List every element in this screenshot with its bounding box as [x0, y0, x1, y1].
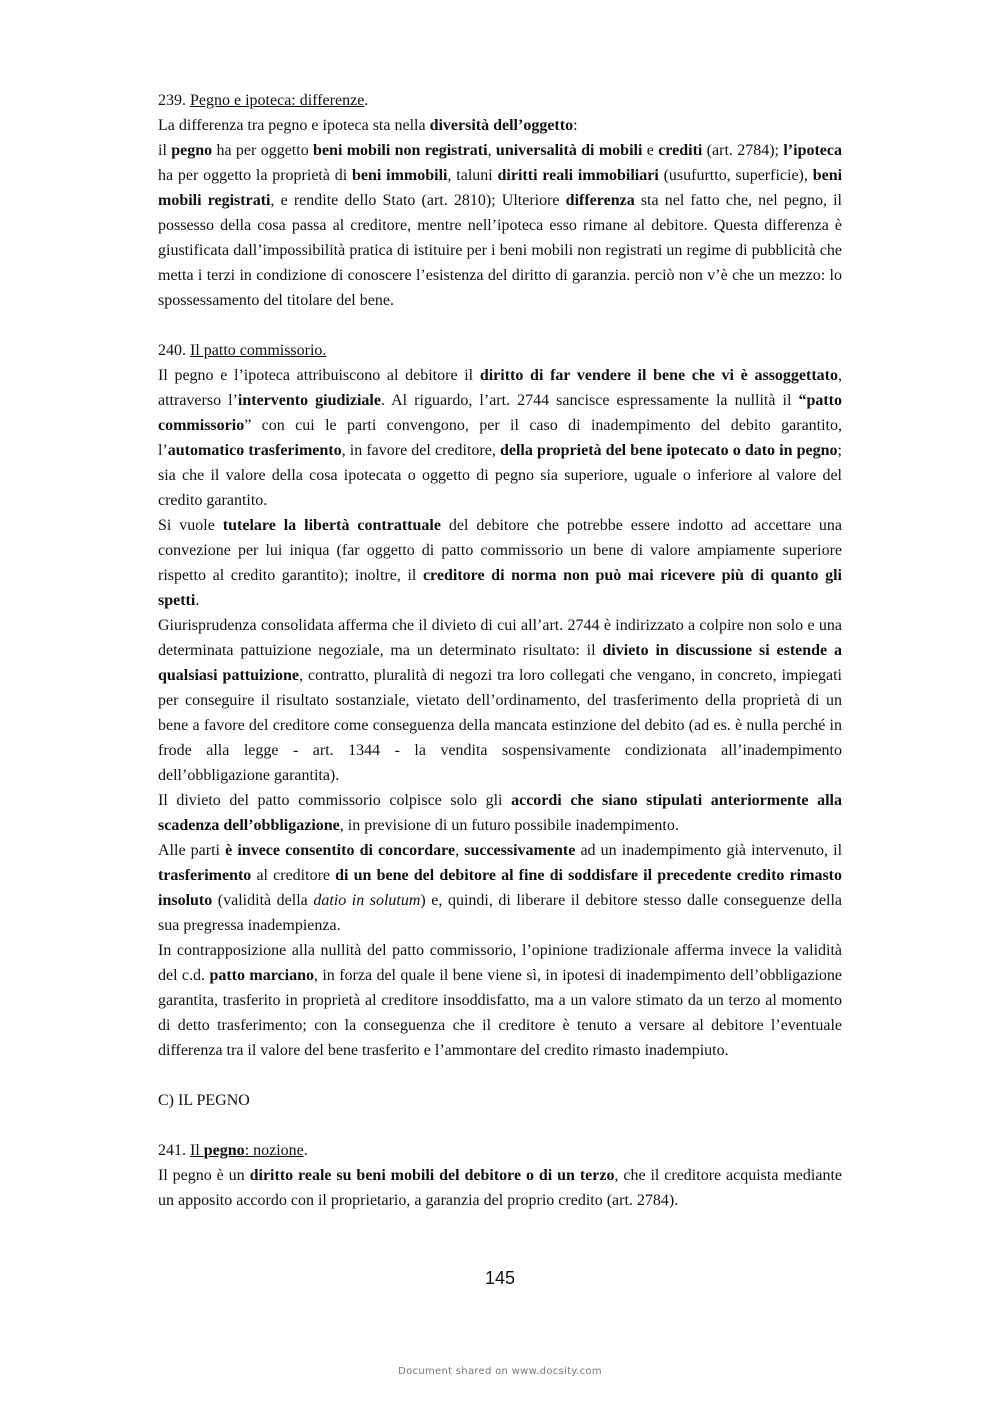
text-run: (art. 2784);: [702, 142, 784, 159]
text-run: , in forza del quale il bene viene sì, in ipotesi di inadempimento dell’obbligazione garantita, trasferito in proprietà al creditore insoddisfatto, ma a un valore stimato da un terzo al momento di detto trasferimento; con la conseguenza che il creditore è tenuto a versare al debitore l’eventuale differenza tra il valore del bene trasferito e l’ammontare del credito rimasto inadempiuto.: [158, 967, 842, 1059]
bold-text: di un bene del debitore al fine di soddisfare il precedente credito rimasto insoluto: [158, 867, 842, 909]
text-run: (validità della: [212, 892, 314, 909]
text-run: ) e, quindi, di liberare il debitore stesso dalle conseguenze della sua pregressa inadempienza.: [158, 892, 843, 934]
bold-text: creditore di norma non può mai ricevere più di quanto gli spetti: [158, 567, 843, 609]
section-title: Il patto commissorio.: [190, 342, 327, 359]
bold-text: è invece consentito di concordare: [225, 842, 456, 859]
section-number: 241.: [158, 1142, 190, 1159]
text-run: il: [158, 142, 172, 159]
section-number: 239.: [158, 92, 190, 109]
bold-text: diritto di far vendere il bene che vi è assoggettato: [479, 367, 839, 384]
section-number: 240.: [158, 342, 190, 359]
text-run: .: [195, 592, 200, 609]
bold-text: accordi che siano stipulati anteriormente alla scadenza dell’obbligazione: [158, 792, 842, 834]
heading-punct: .: [364, 92, 369, 109]
bold-text: crediti: [658, 142, 703, 159]
section-title: Pegno e ipoteca: differenze: [190, 92, 365, 109]
bold-text: diritti reali immobiliari: [497, 167, 659, 184]
text-run: ha per oggetto: [212, 142, 314, 159]
section-241-heading: [158, 1138, 842, 1163]
bold-text: differenza: [565, 192, 635, 209]
text-run: al creditore: [251, 867, 336, 884]
text-run: e: [642, 142, 659, 159]
text-run: ” con cui le parti convengono, per il caso di inadempimento del debito garantito, l’: [158, 417, 842, 459]
text-run: , in previsione di un futuro possibile inadempimento.: [339, 817, 679, 834]
text-run: , in favore del creditore,: [341, 442, 500, 459]
section-title-part: Il: [190, 1142, 204, 1159]
bold-text: universalità di mobili: [495, 142, 643, 159]
text-run: . Al riguardo, l’art. 2744 sancisce espressamente la nullità il: [380, 392, 799, 409]
text-run: :: [573, 117, 578, 134]
text-run: Alle parti: [158, 842, 226, 859]
paragraph: [158, 938, 842, 1063]
italic-text: datio in solutum: [313, 892, 421, 909]
heading-punct: .: [303, 1142, 308, 1159]
bold-text: beni mobili registrati: [158, 167, 843, 209]
text-run: Si vuole: [158, 517, 223, 534]
bold-text: beni mobili non registrati: [313, 142, 488, 159]
bold-text: diversità dell’oggetto: [429, 117, 574, 134]
text-run: , taluni: [447, 167, 498, 184]
text-run: sta nel fatto che, nel pegno, il possesso della cosa passa al creditore, mentre nell’ipoteca esso rimane al debitore. Questa differenza è giustificata dall’impossibilità pratica di istituire per i beni mobili non registrati un regime di pubblicità che metta i terzi in condizione di conoscere l’esistenza del diritto di garanzia. perciò non v’è che un mezzo: lo spossessamento del titolare del bene.: [158, 192, 842, 309]
bold-text: trasferimento: [158, 867, 252, 884]
paragraph: [158, 788, 842, 838]
text-run: , attraverso l’: [158, 367, 843, 409]
section-title-part: : nozione: [244, 1142, 304, 1159]
text-run: In contrapposizione alla nullità del patto commissorio, l’opinione tradizionale afferma invece la validità del c.d.: [158, 942, 842, 984]
text-run: Il pegno e l’ipoteca attribuiscono al debitore il: [158, 367, 480, 384]
page-number: 145: [484, 1268, 516, 1288]
spacer: [158, 1113, 842, 1138]
document-page: [158, 88, 842, 1213]
text-run: (usufurtto, superficie),: [658, 167, 813, 184]
bold-text: successivamente: [464, 842, 576, 859]
section-title-bold: pegno: [203, 1142, 245, 1159]
text-run: Il divieto del patto commissorio colpisce solo gli: [158, 792, 512, 809]
paragraph: [158, 1163, 842, 1213]
bold-text: diritto reale su beni mobili del debitore o di un terzo: [249, 1167, 615, 1184]
spacer: [158, 1063, 842, 1088]
text-run: ad un inadempimento già intervenuto, il: [575, 842, 843, 859]
bold-text: beni immobili: [352, 167, 448, 184]
spacer: [158, 313, 842, 338]
bold-text: tutelare la libertà contrattuale: [222, 517, 441, 534]
bold-text: pegno: [171, 142, 213, 159]
paragraph: [158, 613, 842, 788]
text-run: , contratto, pluralità di negozi tra loro collegati che vengano, in concreto, impiegati per conseguire il risultato sostanziale, vietato dell’ordinamento, del trasferimento della proprietà di un bene a favore del creditore come conseguenza della mancata estinzione del debito (ad es. è nulla perché in frode alla legge - art. 1344 - la vendita sospensivamente condizionata all’inadempimento dell’obbligazione garantita).: [158, 667, 842, 784]
paragraph: [158, 838, 842, 938]
bold-text: automatico trasferimento: [167, 442, 342, 459]
text-run: ; sia che il valore della cosa ipotecata o oggetto di pegno sia superiore, uguale o inferiore al valore del credito garantito.: [158, 442, 842, 509]
bold-text: patto marciano: [209, 967, 314, 984]
paragraph: [158, 363, 842, 513]
footer-note: Document shared on www.docsity.com: [398, 1366, 602, 1377]
text-run: , che il creditore acquista mediante un apposito accordo con il proprietario, a garanzia del proprio credito (art. 2784).: [158, 1167, 842, 1209]
paragraph: [158, 113, 842, 138]
text-run: ha per oggetto la proprietà di: [158, 167, 353, 184]
paragraph: [158, 513, 842, 613]
bold-text: l’ipoteca: [783, 142, 843, 159]
section-240-heading: [158, 338, 842, 363]
bold-text: intervento giudiziale: [237, 392, 381, 409]
text-run: , e rendite dello Stato (art. 2810); Ulteriore: [270, 192, 566, 209]
text-run: La differenza tra pegno e ipoteca sta nella: [158, 117, 430, 134]
section-239-heading: [158, 88, 842, 113]
bold-text: della proprietà del bene ipotecato o dato in pegno: [499, 442, 838, 459]
text-run: Il pegno è un: [158, 1167, 250, 1184]
bold-text: divieto in discussione si estende a qualsiasi pattuizione: [158, 642, 842, 684]
paragraph: [158, 138, 842, 313]
text-run: del debitore che potrebbe essere indotto ad accettare una convezione per lui iniqua (far oggetto di patto commissorio un bene di valore ampiamente superiore rispetto al credito garantito); inoltre, il: [158, 517, 843, 584]
bold-text: “patto commissorio: [158, 392, 843, 434]
text-run: ,: [455, 842, 465, 859]
text-run: Giurisprudenza consolidata afferma che il divieto di cui all’art. 2744 è indirizzato a colpire non solo e una determinata pattuizione negoziale, ma un determinato risultato: il: [158, 617, 842, 659]
section-c-heading: C) IL PEGNO: [158, 1092, 250, 1109]
text-run: ,: [487, 142, 496, 159]
